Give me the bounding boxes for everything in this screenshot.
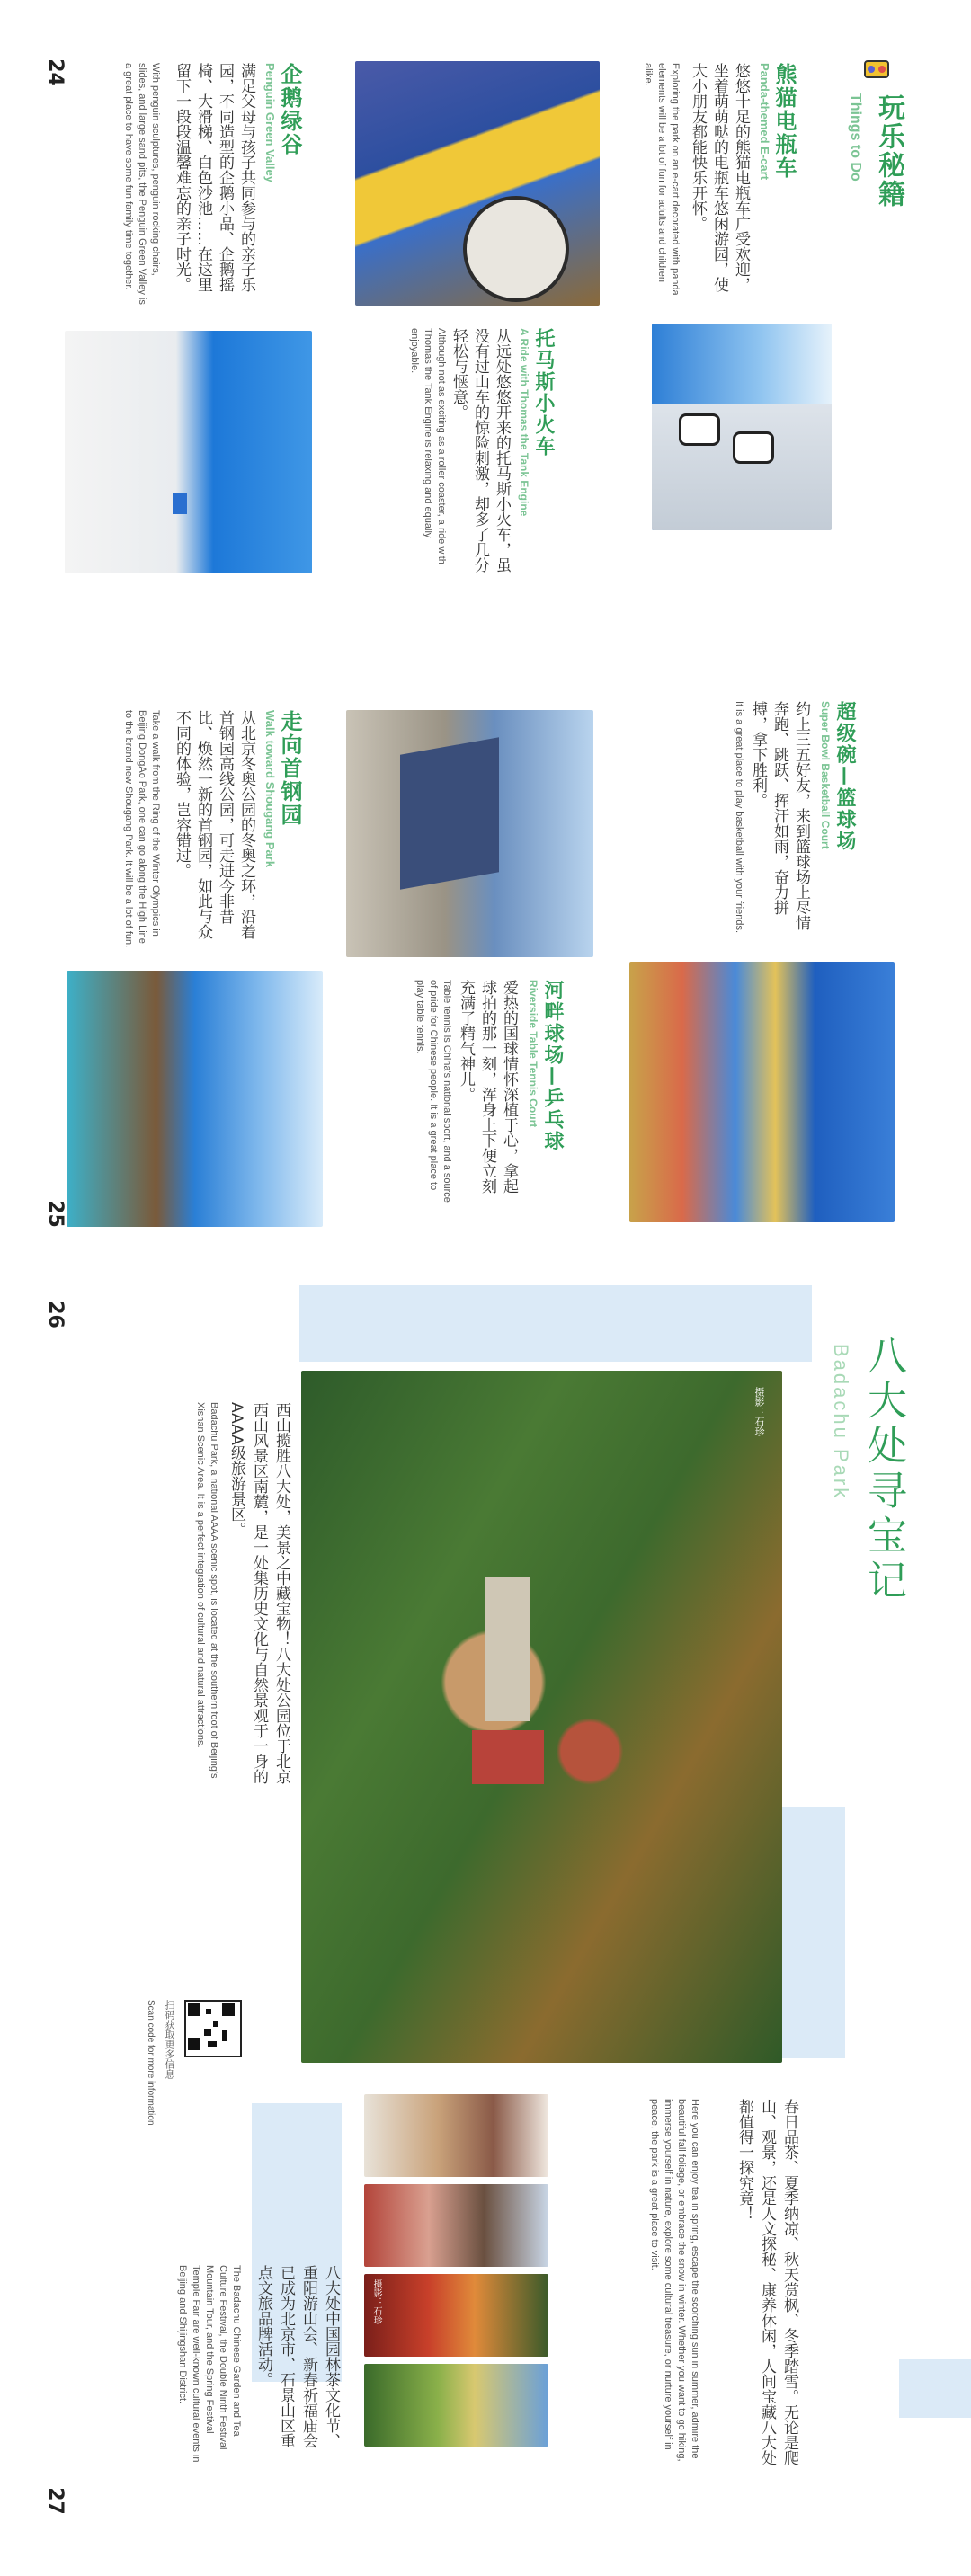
badachu-intro-en: Badachu Park, a national AAAA scenic spot, is located at the southern foot of Beijing's Xishan Scenic Area. It is a perfect integration of cultural and natural attractions.: [195, 1402, 219, 1779]
panda-body-en: Exploring the park on an e-cart decorated with panda elements will be a lot of fun for adults and children alike.: [643, 63, 681, 296]
decor-block-4: [899, 2359, 971, 2418]
page-number-24: 24: [43, 58, 67, 86]
pingpong-body-cn: 爱热的国球情怀深植于心，拿起球拍的那一刻，浑身上下便立刻充满了精气神儿。: [457, 980, 518, 1194]
badachu-seasons-en: Here you can enjoy tea in spring, escape the scorching sun in summer, admire the beautiful fall foliage, or embrace the snow in winter. Whether you want to go hiking, immerse yourself in nature, explore some cultural treasure, or nurture yourself in peace, the park is a great place to visit.: [649, 2099, 700, 2462]
pingpong-body-en: Table tennis is China's national sport, and a source of pride for Chinese people. It is a great place to play table tennis.: [414, 980, 452, 1203]
hero-photo-credit: 摄影：石珍: [753, 1387, 765, 1436]
penguin-title-en: Penguin Green Valley: [263, 63, 277, 182]
panda-title-cn: 熊猫电瓶车: [771, 63, 797, 180]
basketball-body-cn: 约上三五好友，来到篮球场上尽情奔跑、跳跃、挥汗如雨，奋力拼搏，拿下胜利。: [749, 701, 810, 930]
things-title-en: Things to Do: [848, 93, 863, 182]
badachu-title-en: Badachu Park: [830, 1344, 852, 1501]
badachu-seasons-block: [638, 2099, 800, 2476]
badachu-festival-cn: 八大处中国园林茶文化节、重阳游山会、新春祈福庙会已成为北京市、石景山区重点文旅品牌活动。: [254, 2265, 340, 2448]
train-title-en: A Ride with Thomas the Tank Engine: [518, 328, 530, 517]
page-number-27: 27: [43, 2487, 67, 2515]
penguin-valley-photo: [65, 331, 312, 573]
shougang-title-en: Walk toward Shougang Park: [263, 710, 277, 868]
page-number-25: 25: [43, 1200, 67, 1228]
badachu-aerial-photo: [301, 1371, 782, 2063]
badachu-festival-block: [126, 2265, 342, 2463]
basketball-court-photo: [629, 962, 895, 1222]
train-text-block: [409, 328, 557, 589]
basketball-body-en: It is a great place to play basketball with your friends.: [734, 701, 744, 934]
qr-label-en: Scan code for more information: [146, 2000, 156, 2126]
badachu-photo-autumn: [364, 2274, 548, 2357]
badachu-intro-block: [175, 1402, 292, 1798]
qr-code[interactable]: [184, 2000, 242, 2057]
penguin-body-en: With penguin sculptures, penguin rocking chairs, slides, and large sand pits, the Penguin Green Valley is a great place to have some fun family time together.: [123, 63, 161, 305]
toy-icon: [861, 54, 892, 84]
badachu-photo-temple: [364, 2094, 548, 2177]
panda-title-en: Panda-themed E-cart: [758, 63, 771, 181]
small-photo-credit: 摄影：石珍: [371, 2279, 381, 2324]
badachu-festival-en: The Badachu Chinese Garden and Tea Culture Festival, the Double Ninth Festival Mountain Tour, and the Spring Festival Temple Fair are well-known cultural events in Beijing and Shijingshan District.: [177, 2265, 242, 2463]
badachu-intro-cn: 西山揽胜八大处，美景之中藏宝物！八大处公园位于北京西山风景区南麓，是一处集历史文化与自然景观于一身的AAAA级旅游景区。: [227, 1402, 290, 1784]
panda-cart-photo: [652, 324, 832, 530]
things-title-cn: 玩乐秘籍: [873, 93, 904, 209]
shougang-text-block: [85, 710, 306, 962]
page-number-26: 26: [43, 1301, 67, 1328]
basketball-title-cn: 超级碗—篮球场: [833, 701, 856, 852]
shougang-body-cn: 从北京冬奥公园的冬奥之环，沿着首钢园高线公园，可走进今非昔比、焕然一新的首钢园，如此与众不同的体验，岂容错过。: [173, 710, 255, 939]
basketball-title-en: Super Bowl Basketball Court: [819, 701, 832, 849]
penguin-text-block: [85, 63, 306, 315]
pingpong-title-cn: 河畔球场—乒乓球: [541, 980, 564, 1152]
train-closeup-photo: [355, 61, 600, 306]
shougang-highline-photo: [67, 971, 323, 1227]
table-tennis-photo: [346, 710, 593, 957]
things-to-do-header: [845, 54, 908, 288]
train-body-en: Although not as exciting as a roller coaster, a ride with Thomas the Tank Engine is relaxing and equally enjoyable.: [409, 328, 447, 564]
pingpong-title-en: Riverside Table Tennis Court: [527, 980, 539, 1128]
panda-body-cn: 悠悠十足的熊猫电瓶车广受欢迎，坐着萌萌哒的电瓶车悠闲游园，使大小朋友都能快乐开怀。: [689, 63, 750, 292]
pingpong-text-block: [396, 980, 566, 1213]
badachu-title-cn: 八大处寻宝记: [860, 1335, 906, 1604]
basketball-text-block: [706, 701, 859, 944]
penguin-body-cn: 满足父母与孩子共同参与的亲子乐园，不同造型的企鹅小品、企鹅摇椅、大滑梯、白色沙池……在这里留下一段段温馨难忘的亲子时光。: [173, 63, 255, 292]
shougang-body-en: Take a walk from the Ring of the Winter Olympics in Beijing DongAo Park, one can go along the High Line to the brand new Shougang Park. It will be a lot of fun.: [123, 710, 161, 948]
badachu-photo-crowd: [364, 2184, 548, 2267]
decor-block-1: [299, 1285, 812, 1362]
badachu-seasons-cn: 春日品茶、夏季纳凉、秋天赏枫、冬季踏雪。无论是爬山、观景，还是人文探秘、康养休闲，人间宝藏八大处都值得一探究竟！: [735, 2099, 798, 2465]
shougang-title-cn: 走向首钢园: [277, 710, 302, 827]
badachu-photo-hike: [364, 2364, 548, 2447]
decor-block-3: [782, 1807, 845, 2058]
qr-label-cn: 扫码获取更多信息: [164, 2000, 175, 2079]
penguin-title-cn: 企鹅绿谷: [277, 63, 302, 156]
train-title-cn: 托马斯小火车: [532, 328, 555, 457]
panda-text-block: [643, 63, 800, 315]
train-body-cn: 从远处悠悠开来的托马斯小火车，虽没有过山车的惊险刺激，却多了几分轻松与惬意。: [450, 328, 511, 573]
